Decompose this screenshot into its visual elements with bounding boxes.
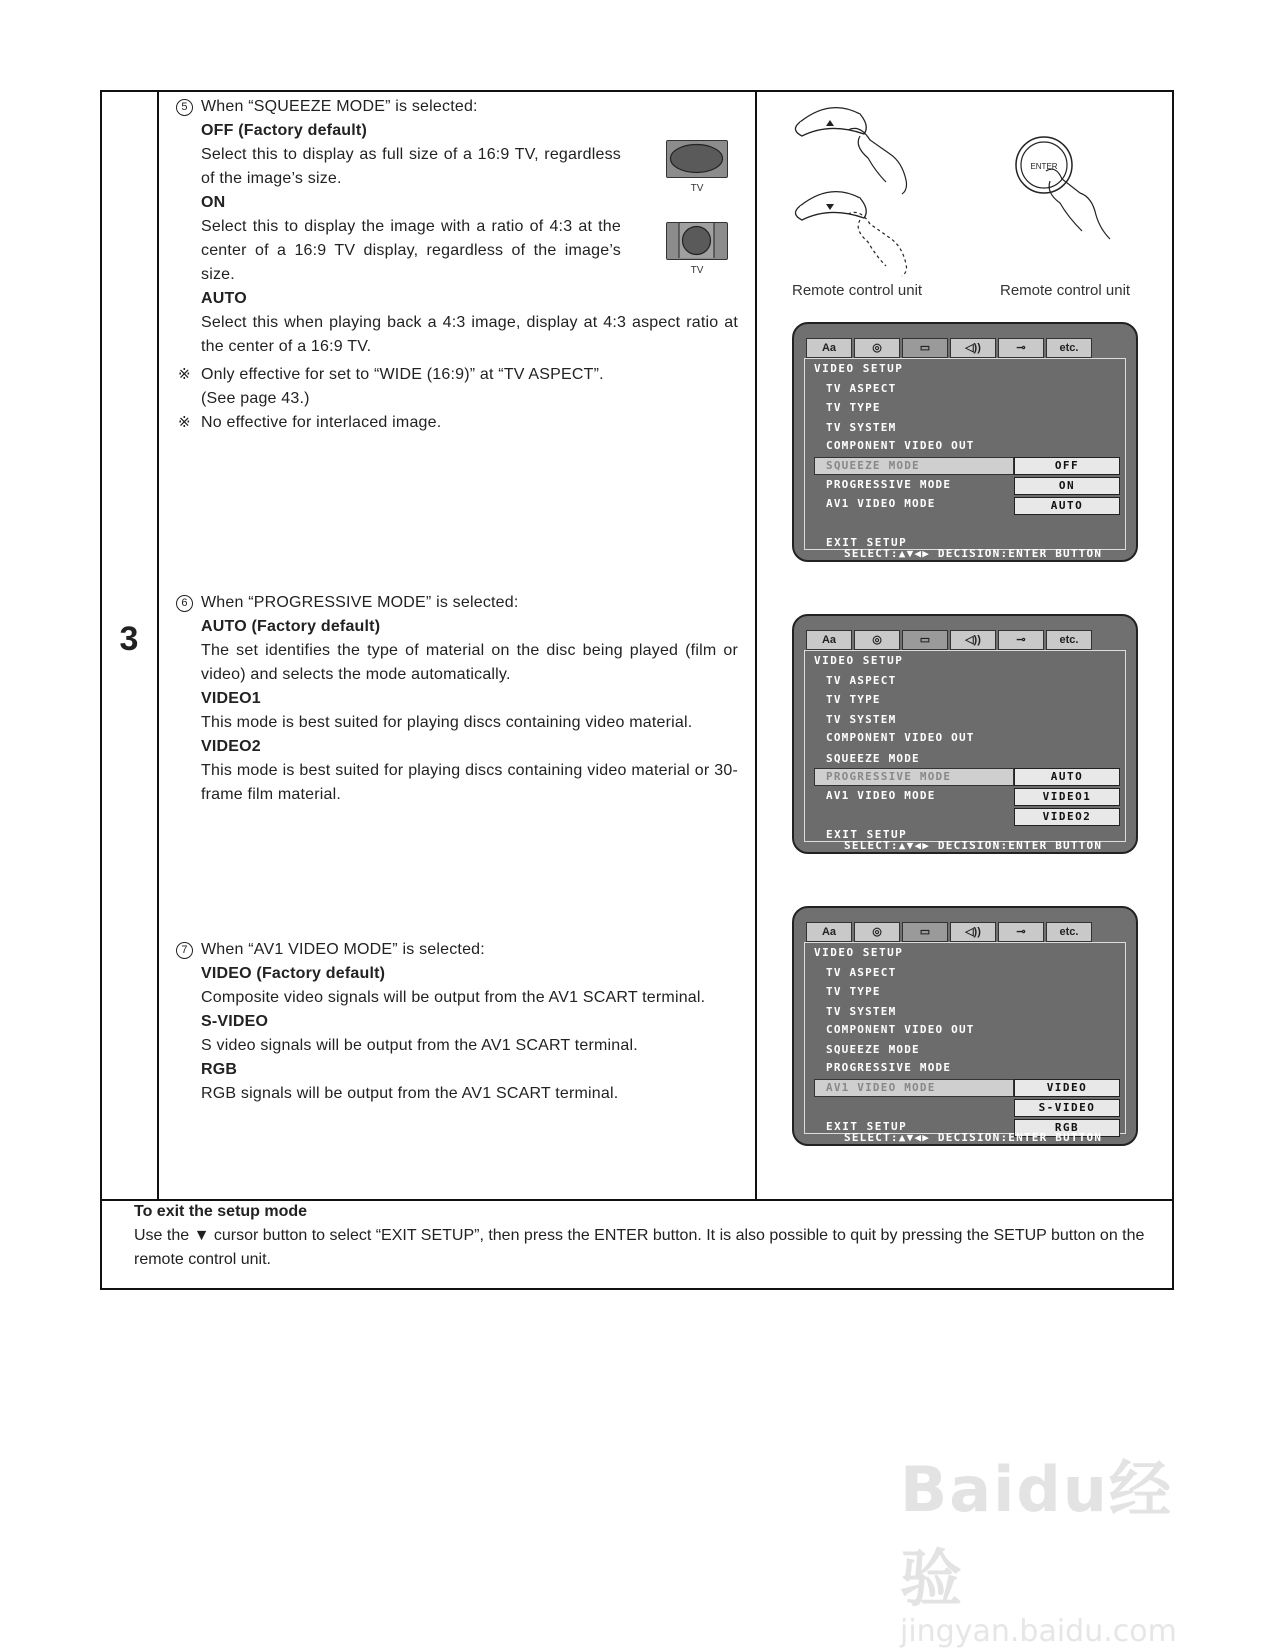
menu-component-video-out: COMPONENT VIDEO OUT xyxy=(826,439,975,452)
osd-hint: SELECT:▲▼◀▶ DECISION:ENTER BUTTON xyxy=(844,1131,1103,1144)
option-s-video: S-VIDEO xyxy=(201,1013,269,1030)
section-av1-video-mode xyxy=(176,938,738,1106)
tab-etc: etc. xyxy=(1046,630,1092,650)
option-box-video2: VIDEO2 xyxy=(1014,808,1120,826)
option-off: OFF (Factory default) xyxy=(201,122,367,139)
option-off-desc: Select this to display as full size of a 16:9 TV, regardless of the image’s size. xyxy=(201,146,621,187)
exit-setup-heading: To exit the setup mode xyxy=(134,1203,308,1220)
option-on-desc: Select this to display the image with a ratio of 4:3 at the center of a 16:9 TV display, regardless of the image’s size. xyxy=(201,218,621,283)
osd-hint: SELECT:▲▼◀▶ DECISION:ENTER BUTTON xyxy=(844,839,1103,852)
section-progressive-mode xyxy=(176,591,738,807)
remote-caption-left: Remote control unit xyxy=(792,282,923,299)
option-video: VIDEO (Factory default) xyxy=(201,965,386,982)
tab-speaker-icon: ◁)) xyxy=(950,922,996,942)
cursor-up-button xyxy=(795,108,866,136)
osd-hint: SELECT:▲▼◀▶ DECISION:ENTER BUTTON xyxy=(844,547,1103,560)
circled-number: 7 xyxy=(176,942,193,959)
menu-tv-type: TV TYPE xyxy=(826,401,881,414)
menu-component-video-out: COMPONENT VIDEO OUT xyxy=(826,731,975,744)
note-interlaced: ※ No effective for interlaced image. xyxy=(176,411,738,435)
section-heading: 6 When “PROGRESSIVE MODE” is selected: xyxy=(176,591,738,615)
option-rgb: RGB xyxy=(201,1061,238,1078)
osd-title: VIDEO SETUP xyxy=(814,362,904,375)
watermark-url: jingyan.baidu.com xyxy=(900,1614,1177,1649)
watermark-logo-text: Baidu经验 xyxy=(900,1453,1173,1615)
section-heading: 5 When “SQUEEZE MODE” is selected: xyxy=(176,95,738,119)
tab-etc: etc. xyxy=(1046,338,1092,358)
menu-exit-setup: EXIT SETUP xyxy=(826,828,908,841)
menu-tv-aspect: TV ASPECT xyxy=(826,674,897,687)
tv-label: TV xyxy=(690,183,704,194)
tv-label: TV xyxy=(690,265,704,276)
menu-squeeze-mode: SQUEEZE MODE xyxy=(814,457,1014,475)
tv-center-icon xyxy=(666,222,728,260)
option-video-desc: Composite video signals will be output from the AV1 SCART terminal. xyxy=(201,989,706,1006)
note-mark: ※ xyxy=(178,366,191,383)
remote-enter-button-illustration xyxy=(1010,135,1130,245)
circled-number: 5 xyxy=(176,99,193,116)
osd-tab-bar xyxy=(806,338,1092,358)
menu-tv-aspect: TV ASPECT xyxy=(826,382,897,395)
osd-tab-bar xyxy=(806,922,1092,942)
option-box-video1: VIDEO1 xyxy=(1014,788,1120,806)
osd-title: VIDEO SETUP xyxy=(814,654,904,667)
tab-etc: etc. xyxy=(1046,922,1092,942)
menu-squeeze-mode: SQUEEZE MODE xyxy=(826,1043,920,1056)
menu-component-video-out: COMPONENT VIDEO OUT xyxy=(826,1023,975,1036)
option-box-s-video: S-VIDEO xyxy=(1014,1099,1120,1117)
menu-tv-type: TV TYPE xyxy=(826,985,881,998)
tab-speaker-icon: ◁)) xyxy=(950,338,996,358)
option-video1-desc: This mode is best suited for playing discs containing video material. xyxy=(201,714,693,731)
remote-caption-right: Remote control unit xyxy=(1000,282,1131,299)
tab-language-icon: Aa xyxy=(806,630,852,650)
option-auto: AUTO xyxy=(201,290,247,307)
option-box-auto: AUTO xyxy=(1014,768,1120,786)
option-box-on: ON xyxy=(1014,477,1120,495)
menu-tv-aspect: TV ASPECT xyxy=(826,966,897,979)
option-video2: VIDEO2 xyxy=(201,738,261,755)
menu-tv-system: TV SYSTEM xyxy=(826,421,897,434)
menu-av1-video-mode: AV1 VIDEO MODE xyxy=(826,497,936,510)
remote-cursor-buttons-illustration xyxy=(790,100,930,280)
menu-exit-setup: EXIT SETUP xyxy=(826,536,908,549)
option-auto-desc: Select this when playing back a 4:3 image, display at 4:3 aspect ratio at the center of a 16:9 TV. xyxy=(201,314,738,355)
option-box-auto: AUTO xyxy=(1014,497,1120,515)
osd-av1-video-mode xyxy=(792,906,1138,1146)
section-squeeze-mode xyxy=(176,95,738,435)
tab-key-icon: ⊸ xyxy=(998,630,1044,650)
option-video1: VIDEO1 xyxy=(201,690,261,707)
osd-squeeze-mode xyxy=(792,322,1138,562)
osd-title: VIDEO SETUP xyxy=(814,946,904,959)
enter-button-label: ENTER xyxy=(1030,162,1058,171)
option-box-video: VIDEO xyxy=(1014,1079,1120,1097)
image-column-divider xyxy=(755,90,757,1200)
option-box-off: OFF xyxy=(1014,457,1120,475)
tab-language-icon: Aa xyxy=(806,922,852,942)
option-auto: AUTO (Factory default) xyxy=(201,618,381,635)
option-rgb-desc: RGB signals will be output from the AV1 SCART terminal. xyxy=(201,1085,619,1102)
menu-av1-video-mode: AV1 VIDEO MODE xyxy=(814,1079,1014,1097)
osd-tab-bar xyxy=(806,630,1092,650)
menu-progressive-mode: PROGRESSIVE MODE xyxy=(814,768,1014,786)
circled-number: 6 xyxy=(176,595,193,612)
tab-key-icon: ⊸ xyxy=(998,922,1044,942)
tab-audio-icon: ◎ xyxy=(854,922,900,942)
note-see-page: (See page 43.) xyxy=(201,390,310,407)
menu-progressive-mode: PROGRESSIVE MODE xyxy=(826,478,952,491)
tab-audio-icon: ◎ xyxy=(854,338,900,358)
exit-setup-body: Use the ▼ cursor button to select “EXIT SETUP”, then press the ENTER button. It is also possible to quit by pressing the SETUP button on the remote control unit. xyxy=(134,1227,1145,1268)
menu-progressive-mode: PROGRESSIVE MODE xyxy=(826,1061,952,1074)
menu-exit-setup: EXIT SETUP xyxy=(826,1120,908,1133)
tab-video-icon: ▭ xyxy=(902,922,948,942)
option-box-rgb: RGB xyxy=(1014,1119,1120,1137)
tab-key-icon: ⊸ xyxy=(998,338,1044,358)
section-heading: 7 When “AV1 VIDEO MODE” is selected: xyxy=(176,938,738,962)
menu-tv-type: TV TYPE xyxy=(826,693,881,706)
tab-video-icon: ▭ xyxy=(902,630,948,650)
tv-full-icon xyxy=(666,140,728,178)
option-video2-desc: This mode is best suited for playing discs containing video material or 30-frame film material. xyxy=(201,762,738,803)
osd-progressive-mode xyxy=(792,614,1138,854)
tab-language-icon: Aa xyxy=(806,338,852,358)
step-number: 3 xyxy=(119,620,139,658)
menu-tv-system: TV SYSTEM xyxy=(826,713,897,726)
menu-tv-system: TV SYSTEM xyxy=(826,1005,897,1018)
tab-audio-icon: ◎ xyxy=(854,630,900,650)
note-mark: ※ xyxy=(178,414,191,431)
option-s-video-desc: S video signals will be output from the AV1 SCART terminal. xyxy=(201,1037,638,1054)
option-on: ON xyxy=(201,194,226,211)
cursor-down-button xyxy=(795,192,866,220)
baidu-watermark xyxy=(900,1440,1200,1649)
menu-squeeze-mode: SQUEEZE MODE xyxy=(826,752,920,765)
exit-setup-section xyxy=(134,1200,1164,1272)
option-auto-desc: The set identifies the type of material on the disc being played (film or video) and selects the mode automatically. xyxy=(201,642,738,683)
tab-video-icon: ▭ xyxy=(902,338,948,358)
note-wide: ※ Only effective for set to “WIDE (16:9)” at “TV ASPECT”. xyxy=(176,363,738,387)
tab-speaker-icon: ◁)) xyxy=(950,630,996,650)
menu-av1-video-mode: AV1 VIDEO MODE xyxy=(826,789,936,802)
